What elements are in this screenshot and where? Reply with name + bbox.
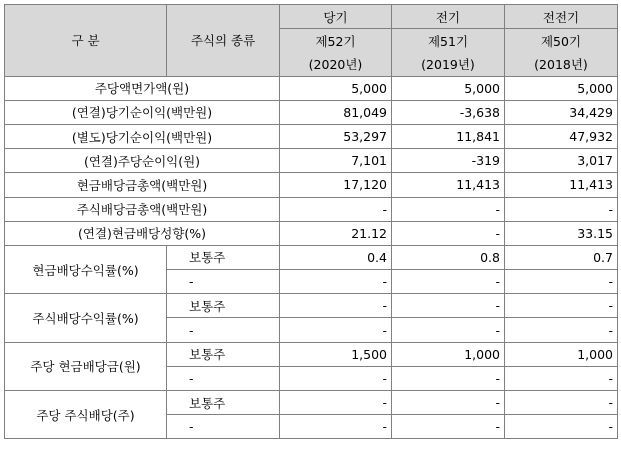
row-label: 현금배당금총액(백만원) bbox=[5, 173, 280, 197]
stock-type: 보통주 bbox=[167, 391, 280, 415]
cell-value: - bbox=[392, 391, 505, 415]
cell-value: 47,932 bbox=[505, 124, 618, 148]
cell-value: 1,000 bbox=[392, 342, 505, 366]
dividend-table bbox=[4, 4, 618, 439]
stock-type: - bbox=[167, 318, 280, 342]
header-period-label: 당기 bbox=[280, 5, 392, 29]
cell-value: - bbox=[392, 197, 505, 221]
cell-value: - bbox=[280, 391, 392, 415]
table-row bbox=[5, 342, 618, 366]
cell-value: - bbox=[280, 366, 392, 390]
table-row bbox=[5, 100, 618, 124]
header-period-year: (2018년) bbox=[505, 52, 618, 76]
cell-value: 34,429 bbox=[505, 100, 618, 124]
cell-value: 53,297 bbox=[280, 124, 392, 148]
group-label: 현금배당수익률(%) bbox=[5, 245, 167, 293]
cell-value: -3,638 bbox=[392, 100, 505, 124]
row-label: (연결)당기순이익(백만원) bbox=[5, 100, 280, 124]
cell-value: - bbox=[505, 391, 618, 415]
cell-value: 11,413 bbox=[392, 173, 505, 197]
table-row bbox=[5, 294, 618, 318]
header-period-label: 전전기 bbox=[505, 5, 618, 29]
cell-value: 5,000 bbox=[280, 76, 392, 100]
cell-value: -319 bbox=[392, 149, 505, 173]
cell-value: - bbox=[392, 294, 505, 318]
header-period-year: (2020년) bbox=[280, 52, 392, 76]
cell-value: - bbox=[392, 318, 505, 342]
table-row bbox=[5, 149, 618, 173]
cell-value: - bbox=[505, 270, 618, 294]
table-row bbox=[5, 76, 618, 100]
stock-type: 보통주 bbox=[167, 342, 280, 366]
cell-value: - bbox=[505, 197, 618, 221]
stock-type: - bbox=[167, 366, 280, 390]
header-period-term: 제52기 bbox=[280, 29, 392, 53]
cell-value: 21.12 bbox=[280, 221, 392, 245]
header-period-term: 제51기 bbox=[392, 29, 505, 53]
cell-value: 11,841 bbox=[392, 124, 505, 148]
cell-value: - bbox=[505, 415, 618, 439]
table-row bbox=[5, 245, 618, 269]
group-label: 주당 주식배당(주) bbox=[5, 391, 167, 439]
cell-value: 33.15 bbox=[505, 221, 618, 245]
cell-value: 11,413 bbox=[505, 173, 618, 197]
table-row bbox=[5, 221, 618, 245]
stock-type: - bbox=[167, 270, 280, 294]
cell-value: - bbox=[505, 366, 618, 390]
row-label: (연결)주당순이익(원) bbox=[5, 149, 280, 173]
cell-value: 1,500 bbox=[280, 342, 392, 366]
row-label: (연결)현금배당성향(%) bbox=[5, 221, 280, 245]
cell-value: 1,000 bbox=[505, 342, 618, 366]
group-label: 주당 현금배당금(원) bbox=[5, 342, 167, 390]
cell-value: - bbox=[392, 366, 505, 390]
cell-value: 3,017 bbox=[505, 149, 618, 173]
header-category: 구 분 bbox=[5, 5, 167, 77]
cell-value: - bbox=[280, 270, 392, 294]
table-row bbox=[5, 391, 618, 415]
cell-value: - bbox=[280, 415, 392, 439]
cell-value: 7,101 bbox=[280, 149, 392, 173]
group-label: 주식배당수익률(%) bbox=[5, 294, 167, 342]
table-row bbox=[5, 124, 618, 148]
header-period-term: 제50기 bbox=[505, 29, 618, 53]
stock-type: - bbox=[167, 415, 280, 439]
stock-type: 보통주 bbox=[167, 245, 280, 269]
cell-value: 0.8 bbox=[392, 245, 505, 269]
row-label: (별도)당기순이익(백만원) bbox=[5, 124, 280, 148]
cell-value: - bbox=[505, 294, 618, 318]
header-period-label: 전기 bbox=[392, 5, 505, 29]
cell-value: - bbox=[392, 221, 505, 245]
cell-value: - bbox=[392, 270, 505, 294]
header-period-year: (2019년) bbox=[392, 52, 505, 76]
cell-value: - bbox=[505, 318, 618, 342]
cell-value: - bbox=[280, 318, 392, 342]
cell-value: 5,000 bbox=[505, 76, 618, 100]
cell-value: 0.4 bbox=[280, 245, 392, 269]
cell-value: - bbox=[280, 197, 392, 221]
table-row bbox=[5, 173, 618, 197]
cell-value: - bbox=[392, 415, 505, 439]
stock-type: 보통주 bbox=[167, 294, 280, 318]
row-label: 주식배당금총액(백만원) bbox=[5, 197, 280, 221]
cell-value: 5,000 bbox=[392, 76, 505, 100]
cell-value: 17,120 bbox=[280, 173, 392, 197]
header-stock-type: 주식의 종류 bbox=[167, 5, 280, 77]
cell-value: 81,049 bbox=[280, 100, 392, 124]
cell-value: - bbox=[280, 294, 392, 318]
row-label: 주당액면가액(원) bbox=[5, 76, 280, 100]
table-row bbox=[5, 197, 618, 221]
cell-value: 0.7 bbox=[505, 245, 618, 269]
